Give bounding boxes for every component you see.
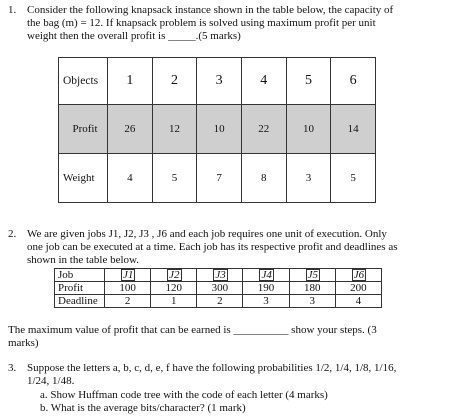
job-cell: J2: [169, 269, 180, 281]
deadline-cell: 4: [335, 295, 381, 308]
q3-part-b: b. What is the average bits/character? (1 mark): [40, 402, 246, 414]
profit-cell: 10: [197, 105, 242, 154]
q3-line2: 1/24, 1/48.: [27, 375, 75, 387]
q3-part-a: a. Show Huffman code tree with the code of each letter (4 marks): [40, 389, 328, 401]
q1-line2: the bag (m) = 12. If knapsack problem is solved using maximum profit per unit: [27, 17, 376, 29]
objects-label: Objects: [59, 58, 108, 105]
weight-row: [59, 154, 376, 203]
q2-line1: We are given jobs J1, J2, J3 , J6 and each job requires one unit of execution. Only: [27, 228, 387, 240]
deadline-cell: 3: [289, 295, 335, 308]
job-profit-cell: 300: [197, 282, 243, 295]
profit-label: Profit: [59, 105, 108, 154]
deadline-cell: 1: [151, 295, 197, 308]
profit-cell: 22: [241, 105, 286, 154]
deadline-cell: 2: [197, 295, 243, 308]
job-label: Job: [55, 269, 105, 282]
job-cell: J4: [261, 269, 272, 281]
object-cell: 5: [286, 58, 331, 105]
q3-number: 3.: [8, 362, 17, 374]
q2-after-line1: The maximum value of profit that can be earned is __________ show your steps. (3: [8, 324, 377, 336]
knapsack-table: [58, 57, 376, 203]
profit-cell: 14: [331, 105, 376, 154]
weight-label: Weight: [59, 154, 108, 203]
job-profit-cell: 100: [105, 282, 151, 295]
job-profit-row: [55, 282, 382, 295]
objects-row: [59, 58, 376, 105]
job-profit-cell: 120: [151, 282, 197, 295]
profit-cell: 26: [108, 105, 153, 154]
deadline-cell: 3: [243, 295, 289, 308]
job-cell: J3: [215, 269, 226, 281]
q2-line3: shown in the table below.: [27, 254, 140, 266]
job-profit-cell: 200: [335, 282, 381, 295]
job-cell: J1: [123, 269, 134, 281]
weight-cell: 3: [286, 154, 331, 203]
weight-cell: 5: [331, 154, 376, 203]
weight-cell: 5: [152, 154, 197, 203]
weight-cell: 7: [197, 154, 242, 203]
profit-row: [59, 105, 376, 154]
weight-cell: 4: [108, 154, 153, 203]
profit-cell: 12: [152, 105, 197, 154]
q2-line2: one job can be executed at a time. Each job has its respective profit and deadlines as: [27, 241, 398, 253]
q3-line1: Suppose the letters a, b, c, d, e, f have the following probabilities 1/2, 1/4, 1/8, 1/16,: [27, 362, 397, 374]
deadline-row: [55, 295, 382, 308]
q1-line3: weight then the overall profit is _____.(5 marks): [27, 30, 241, 42]
q2-after-line2: marks): [8, 337, 39, 349]
profit-cell: 10: [286, 105, 331, 154]
q2-number: 2.: [8, 228, 17, 240]
q1-number: 1.: [8, 4, 17, 16]
object-cell: 3: [197, 58, 242, 105]
job-profit-cell: 180: [289, 282, 335, 295]
weight-cell: 8: [241, 154, 286, 203]
deadline-label: Deadline: [55, 295, 105, 308]
job-cell: J6: [353, 269, 365, 281]
object-cell: 4: [241, 58, 286, 105]
job-profit-cell: 190: [243, 282, 289, 295]
object-cell: 6: [331, 58, 376, 105]
object-cell: 2: [152, 58, 197, 105]
object-cell: 1: [108, 58, 153, 105]
job-row: [55, 269, 382, 282]
jobs-table: [54, 268, 382, 308]
job-profit-label: Profit: [55, 282, 105, 295]
q1-line1: Consider the following knapsack instance shown in the table below, the capacity of: [27, 4, 394, 16]
deadline-cell: 2: [105, 295, 151, 308]
job-cell: J5: [307, 269, 319, 281]
